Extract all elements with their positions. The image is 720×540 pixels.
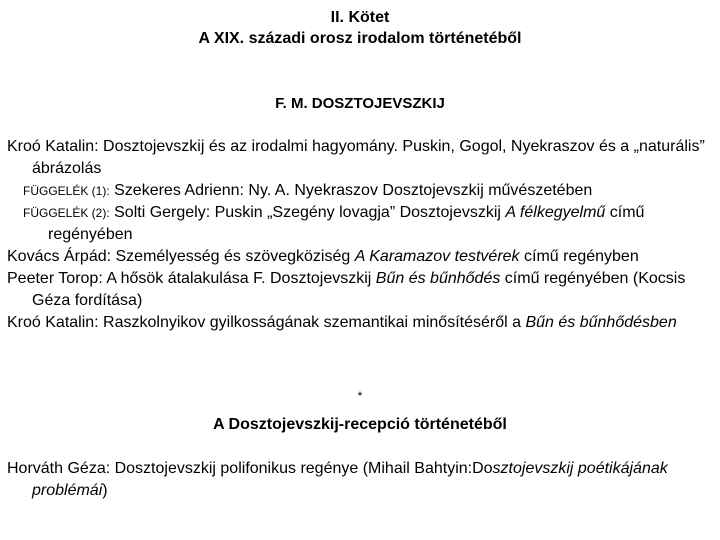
entry-text-tail: ): [102, 482, 108, 499]
subsection-title: A Dosztojevszkij-recepció történetéből: [213, 416, 507, 433]
list-item: [7, 458, 717, 502]
section-title: F. M. DOSZTOJEVSZKIJ: [275, 95, 445, 112]
entry-text: Kovács Árpád: Személyesség és szövegköziség: [7, 248, 355, 265]
entry-list: [7, 136, 717, 334]
list-item: [7, 136, 717, 180]
volume-header: [0, 7, 720, 49]
list-item: [7, 246, 717, 268]
entry-text: Horváth Géza: Dosztojevszkij polifonikus regénye (Mihail Bahtyin:Do: [7, 460, 493, 477]
appendix-label: FÜGGELÉK (1):: [23, 184, 110, 198]
volume-title: II. Kötet: [330, 9, 390, 26]
work-title: Bűn és bűnhődés: [375, 270, 501, 287]
entry-text: Peeter Torop: A hősök átalakulása F. Dosztojevszkij: [7, 270, 376, 287]
list-item-appendix: [23, 180, 717, 202]
entry-text: Kroó Katalin: Dosztojevszkij és az irodalmi hagyomány. Puskin, Gogol, Nyekraszov és a „naturális” ábrázolás: [7, 138, 705, 177]
entry-text-tail: című regényben: [519, 248, 639, 265]
work-title: A Karamazov testvérek: [354, 248, 520, 265]
list-item: [7, 268, 717, 312]
entry-text: Szekeres Adrienn: Ny. A. Nyekraszov Dosztojevszkij művészetében: [109, 182, 593, 199]
list-item-appendix: [23, 202, 717, 246]
work-title: Bűn és bűnhődésben: [525, 314, 677, 331]
entry-text-tail: című regényében (Kocsis Géza fordítása): [32, 270, 686, 309]
entry-list-reception: [7, 458, 717, 502]
volume-subtitle: A XIX. századi orosz irodalom történetéből: [198, 30, 522, 47]
work-title: A félkegyelmű: [505, 204, 606, 221]
work-title: sztojevszkij poétikájának problémái: [32, 460, 668, 499]
section-separator: *: [357, 389, 363, 403]
entry-text: Kroó Katalin: Raszkolnyikov gyilkosságának szemantikai minősítéséről a: [7, 314, 526, 331]
entry-text: Solti Gergely: Puskin „Szegény lovagja” Dosztojevszkij: [109, 204, 506, 221]
entry-text-tail: című regényében: [48, 204, 645, 243]
appendix-label: FÜGGELÉK (2):: [23, 206, 110, 220]
list-item: [7, 312, 717, 334]
